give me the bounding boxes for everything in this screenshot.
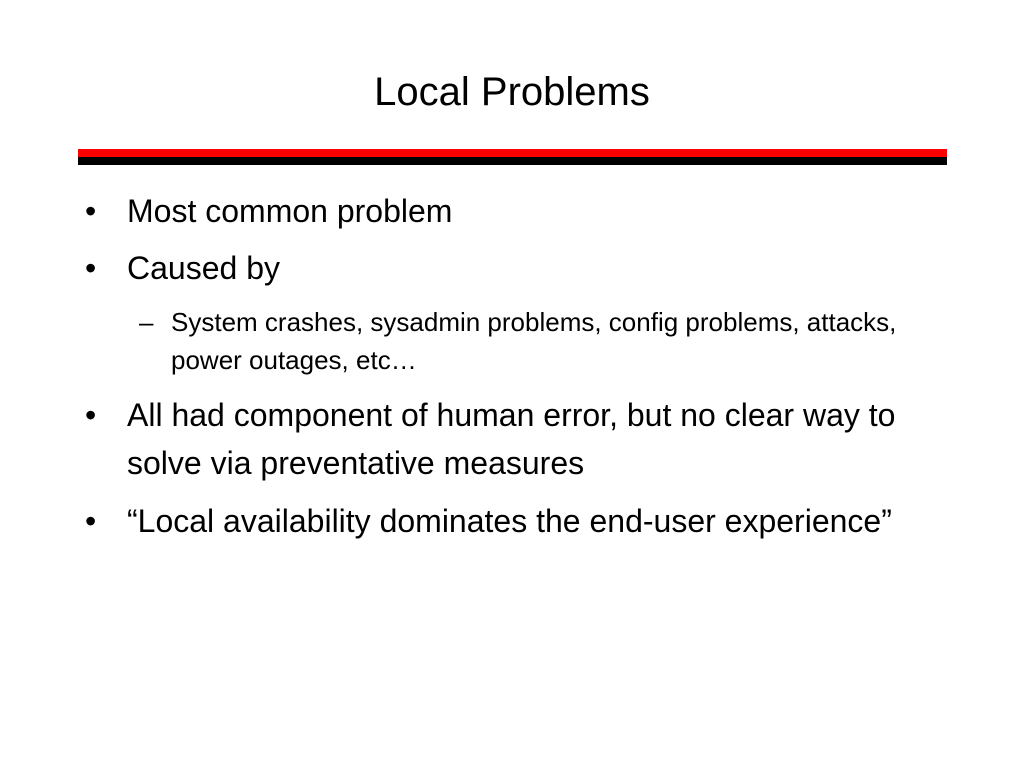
bullet-text: Most common problem — [127, 193, 453, 229]
bullet-item — [85, 391, 947, 487]
bullet-text: All had component of human error, but no clear way to solve via preventative measures — [127, 397, 896, 481]
bullet-text: “Local availability dominates the end-user experience” — [127, 503, 892, 539]
bullet-marker: • — [85, 503, 97, 539]
bullet-item — [85, 244, 947, 292]
bullet-item — [85, 187, 947, 235]
bullet-marker: • — [85, 193, 97, 229]
title-rule-red — [78, 149, 947, 157]
bullet-item — [85, 497, 947, 545]
title-rule-black — [78, 157, 947, 165]
bullet-marker: • — [85, 250, 97, 286]
sub-bullet-marker: – — [139, 307, 154, 337]
sub-bullet-item — [139, 303, 911, 379]
slide-title: Local Problems — [374, 70, 650, 114]
sub-bullet-text: System crashes, sysadmin problems, config problems, attacks, power outages, etc… — [171, 307, 897, 375]
bullet-text: Caused by — [127, 250, 280, 286]
bullet-marker: • — [85, 397, 97, 433]
